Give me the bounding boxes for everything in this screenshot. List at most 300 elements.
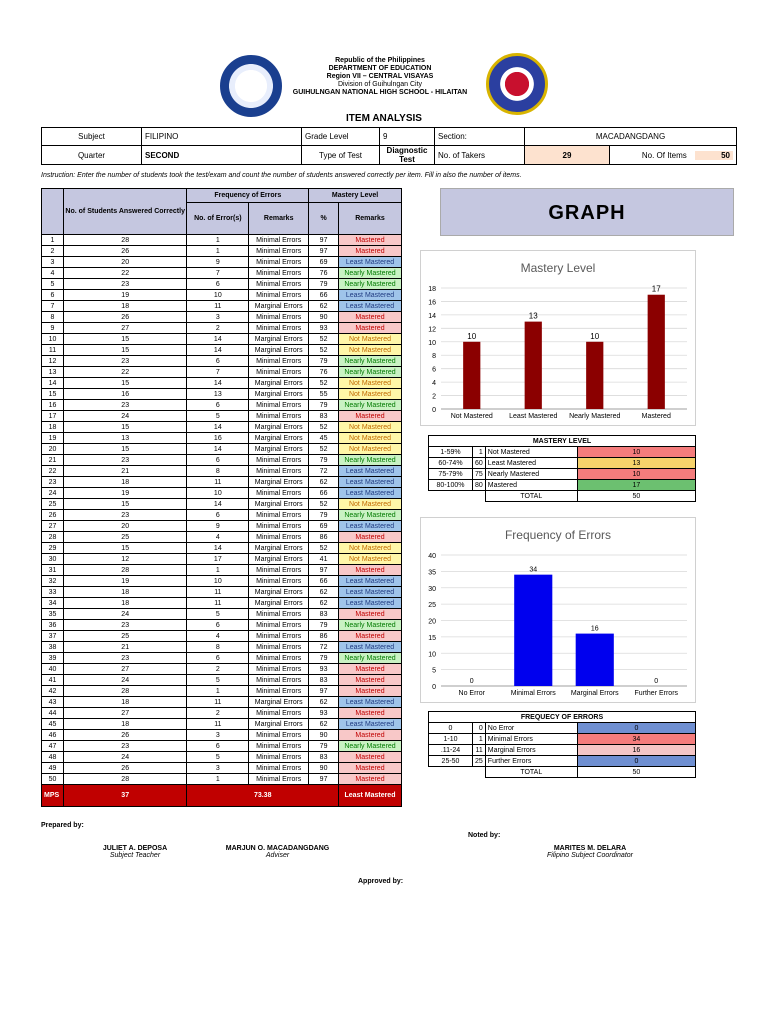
col-answered: No. of Students Answered Correctly (63, 189, 186, 235)
errors-cell: 11 (187, 587, 249, 598)
y-tick-label: 14 (428, 312, 436, 320)
header-line: GUIHULNGAN NATIONAL HIGH SCHOOL - HILAITAN (292, 89, 468, 96)
mps-pct: 73.38 (187, 785, 339, 807)
error-remark-cell: Minimal Errors (249, 642, 309, 653)
answered-cell: 27 (63, 664, 186, 675)
signatory-1 (90, 845, 180, 859)
errors-cell: 10 (187, 488, 249, 499)
table-row (42, 763, 402, 774)
errors-cell: 8 (187, 642, 249, 653)
y-tick-label: 30 (428, 585, 436, 593)
col-item (42, 189, 64, 235)
errors-cell: 6 (187, 620, 249, 631)
error-remark-cell: Marginal Errors (249, 345, 309, 356)
data-label: 10 (590, 331, 600, 341)
pct-cell: 69 (309, 257, 339, 268)
answered-cell: 24 (63, 675, 186, 686)
page-title: ITEM ANALYSIS (346, 113, 422, 124)
summary-range: 0 (429, 723, 473, 734)
item-number: 44 (42, 708, 64, 719)
error-remark-cell: Minimal Errors (249, 466, 309, 477)
error-remark-cell: Minimal Errors (249, 653, 309, 664)
summary-range: 80-100% (429, 480, 473, 491)
mastery-remark-cell: Least Mastered (339, 301, 402, 312)
summary-row (429, 447, 696, 458)
item-number: 30 (42, 554, 64, 565)
table-row (42, 400, 402, 411)
y-tick-label: 10 (428, 651, 436, 659)
y-tick-label: 35 (428, 569, 436, 577)
data-label: 0 (469, 678, 474, 685)
item-number: 1 (42, 235, 64, 246)
errors-cell: 11 (187, 719, 249, 730)
errors-cell: 2 (187, 664, 249, 675)
answered-cell: 28 (63, 565, 186, 576)
pct-cell: 52 (309, 422, 339, 433)
item-number: 26 (42, 510, 64, 521)
table-row (42, 290, 402, 301)
pct-cell: 83 (309, 609, 339, 620)
summary-count: 16 (577, 745, 695, 756)
errors-cell: 9 (187, 521, 249, 532)
quarter-value: SECOND (142, 146, 302, 165)
item-number: 15 (42, 389, 64, 400)
error-remark-cell: Minimal Errors (249, 576, 309, 587)
quarter-label: Quarter (42, 146, 142, 165)
errors-cell: 3 (187, 763, 249, 774)
errors-cell: 1 (187, 565, 249, 576)
answered-cell: 23 (63, 400, 186, 411)
pct-cell: 55 (309, 389, 339, 400)
subject-value: FILIPINO (142, 128, 302, 146)
answered-cell: 25 (63, 631, 186, 642)
table-row (42, 268, 402, 279)
summary-row (429, 756, 696, 767)
mastery-remark-cell: Mastered (339, 609, 402, 620)
item-number: 45 (42, 719, 64, 730)
pct-cell: 62 (309, 719, 339, 730)
table-row (42, 686, 402, 697)
errors-cell: 1 (187, 686, 249, 697)
signatory-1-name: JULIET A. DEPOSA (102, 845, 168, 852)
answered-cell: 23 (63, 279, 186, 290)
col-mastery-group: Mastery Level (309, 189, 402, 203)
answered-cell: 26 (63, 312, 186, 323)
items-label (610, 146, 737, 165)
item-analysis-table (41, 188, 402, 807)
item-number: 49 (42, 763, 64, 774)
mastery-remark-cell: Least Mastered (339, 257, 402, 268)
summary-count: 13 (577, 458, 695, 469)
mastery-remark-cell: Least Mastered (339, 598, 402, 609)
subject-label: Subject (42, 128, 142, 146)
table-row (42, 257, 402, 268)
y-tick-label: 18 (428, 286, 436, 293)
item-number: 22 (42, 466, 64, 477)
y-tick-label: 25 (428, 602, 436, 610)
pct-cell: 86 (309, 631, 339, 642)
table-row (42, 631, 402, 642)
section-value: MACADANGDANG (525, 128, 737, 146)
mastery-remark-cell: Nearly Mastered (339, 279, 402, 290)
mastery-remark-cell: Mastered (339, 730, 402, 741)
item-number: 4 (42, 268, 64, 279)
col-freq-group: Frequency of Errors (187, 189, 309, 203)
mps-row (42, 785, 402, 807)
summary-total: 50 (577, 767, 695, 778)
item-number: 48 (42, 752, 64, 763)
mastery-remark-cell: Nearly Mastered (339, 268, 402, 279)
item-number: 29 (42, 543, 64, 554)
col-remarks: Remarks (249, 203, 309, 235)
item-number: 43 (42, 697, 64, 708)
errors-cell: 1 (187, 235, 249, 246)
error-remark-cell: Minimal Errors (249, 565, 309, 576)
item-number: 38 (42, 642, 64, 653)
table-row (42, 609, 402, 620)
errors-cell: 4 (187, 532, 249, 543)
mastery-remark-cell: Mastered (339, 708, 402, 719)
mastery-remark-cell: Mastered (339, 675, 402, 686)
errors-cell: 13 (187, 389, 249, 400)
mastery-summary-table (428, 435, 696, 502)
errors-cell: 6 (187, 279, 249, 290)
summary-threshold: 1 (473, 447, 486, 458)
table-row (42, 554, 402, 565)
errors-cell: 4 (187, 631, 249, 642)
item-number: 19 (42, 433, 64, 444)
errors-cell: 5 (187, 411, 249, 422)
error-remark-cell: Minimal Errors (249, 488, 309, 499)
pct-cell: 62 (309, 697, 339, 708)
error-remark-cell: Minimal Errors (249, 455, 309, 466)
summary-count: 0 (577, 756, 695, 767)
error-remark-cell: Marginal Errors (249, 543, 309, 554)
item-number: 46 (42, 730, 64, 741)
answered-cell: 20 (63, 521, 186, 532)
mastery-remark-cell: Nearly Mastered (339, 653, 402, 664)
summary-range: 60-74% (429, 458, 473, 469)
summary-blank (429, 491, 486, 502)
summary-label: Mastered (485, 480, 577, 491)
summary-threshold: 80 (473, 480, 486, 491)
summary-total-label: TOTAL (485, 767, 577, 778)
error-remark-cell: Marginal Errors (249, 587, 309, 598)
item-number: 6 (42, 290, 64, 301)
error-remark-cell: Minimal Errors (249, 609, 309, 620)
table-row (42, 598, 402, 609)
item-number: 11 (42, 345, 64, 356)
errors-cell: 5 (187, 609, 249, 620)
pct-cell: 66 (309, 576, 339, 587)
col-remarks2: Remarks (339, 203, 402, 235)
pct-cell: 79 (309, 356, 339, 367)
mastery-remark-cell: Least Mastered (339, 290, 402, 301)
mastery-chart-title: Mastery Level (520, 261, 596, 275)
mastery-remark-cell: Nearly Mastered (339, 356, 402, 367)
mastery-remark-cell: Mastered (339, 752, 402, 763)
mastery-chart-svg (421, 251, 697, 427)
bar (525, 322, 542, 409)
table-row (42, 477, 402, 488)
error-remark-cell: Minimal Errors (249, 532, 309, 543)
data-label: 34 (529, 566, 538, 574)
answered-cell: 19 (63, 576, 186, 587)
pct-cell: 62 (309, 587, 339, 598)
pct-cell: 83 (309, 675, 339, 686)
answered-cell: 18 (63, 697, 186, 708)
answered-cell: 23 (63, 653, 186, 664)
pct-cell: 62 (309, 301, 339, 312)
info-table (41, 127, 737, 165)
error-remark-cell: Marginal Errors (249, 477, 309, 488)
answered-cell: 21 (63, 642, 186, 653)
pct-cell: 83 (309, 752, 339, 763)
pct-cell: 97 (309, 774, 339, 785)
summary-range: 1-59% (429, 447, 473, 458)
item-number: 3 (42, 257, 64, 268)
pct-cell: 79 (309, 741, 339, 752)
answered-cell: 22 (63, 367, 186, 378)
answered-cell: 27 (63, 323, 186, 334)
table-row (42, 444, 402, 455)
mastery-remark-cell: Nearly Mastered (339, 367, 402, 378)
answered-cell: 13 (63, 433, 186, 444)
answered-cell: 15 (63, 543, 186, 554)
item-number: 16 (42, 400, 64, 411)
x-tick-label: Marginal Errors (570, 690, 619, 697)
pct-cell: 76 (309, 367, 339, 378)
errors-cell: 5 (187, 675, 249, 686)
answered-cell: 16 (63, 389, 186, 400)
error-remark-cell: Minimal Errors (249, 323, 309, 334)
errors-cell: 6 (187, 400, 249, 411)
y-tick-label: 6 (432, 366, 436, 374)
summary-title: FREQUECY OF ERRORS (429, 712, 696, 723)
mastery-remark-cell: Nearly Mastered (339, 400, 402, 411)
school-seal (486, 53, 548, 115)
data-label: 13 (528, 311, 538, 321)
signatory-2-name: MARJUN O. MACADANGDANG (225, 845, 330, 852)
error-remark-cell: Marginal Errors (249, 697, 309, 708)
pct-cell: 52 (309, 345, 339, 356)
mastery-chart (420, 250, 696, 426)
item-number: 8 (42, 312, 64, 323)
pct-cell: 52 (309, 543, 339, 554)
answered-cell: 24 (63, 752, 186, 763)
error-remark-cell: Marginal Errors (249, 389, 309, 400)
table-row (42, 697, 402, 708)
pct-cell: 97 (309, 686, 339, 697)
summary-threshold: 60 (473, 458, 486, 469)
item-number: 34 (42, 598, 64, 609)
items-label-text: No. Of Items (641, 150, 687, 160)
bar (648, 295, 665, 409)
pct-cell: 79 (309, 510, 339, 521)
error-remark-cell: Minimal Errors (249, 367, 309, 378)
error-remark-cell: Minimal Errors (249, 235, 309, 246)
summary-label: Not Mastered (485, 447, 577, 458)
x-tick-label: Least Mastered (509, 413, 558, 420)
summary-row (429, 734, 696, 745)
summary-count: 0 (577, 723, 695, 734)
answered-cell: 23 (63, 510, 186, 521)
mastery-remark-cell: Not Mastered (339, 543, 402, 554)
table-row (42, 576, 402, 587)
mastery-remark-cell: Nearly Mastered (339, 510, 402, 521)
answered-cell: 26 (63, 763, 186, 774)
mps-remark: Least Mastered (339, 785, 402, 807)
item-number: 25 (42, 499, 64, 510)
mastery-remark-cell: Mastered (339, 312, 402, 323)
item-number: 17 (42, 411, 64, 422)
item-number: 20 (42, 444, 64, 455)
summary-threshold: 11 (473, 745, 486, 756)
table-row (42, 301, 402, 312)
table-row (42, 389, 402, 400)
item-number: 18 (42, 422, 64, 433)
bar (514, 575, 552, 686)
errors-cell: 14 (187, 334, 249, 345)
errors-chart (420, 517, 696, 703)
col-pct: % (309, 203, 339, 235)
pct-cell: 52 (309, 499, 339, 510)
pct-cell: 93 (309, 708, 339, 719)
pct-cell: 66 (309, 488, 339, 499)
error-remark-cell: Marginal Errors (249, 334, 309, 345)
pct-cell: 79 (309, 653, 339, 664)
answered-cell: 15 (63, 378, 186, 389)
item-number: 36 (42, 620, 64, 631)
table-row (42, 345, 402, 356)
table-row (42, 378, 402, 389)
errors-cell: 11 (187, 697, 249, 708)
item-number: 5 (42, 279, 64, 290)
mastery-remark-cell: Not Mastered (339, 345, 402, 356)
answered-cell: 28 (63, 686, 186, 697)
pct-cell: 45 (309, 433, 339, 444)
summary-threshold: 75 (473, 469, 486, 480)
item-number: 41 (42, 675, 64, 686)
data-label: 0 (654, 678, 659, 685)
pct-cell: 52 (309, 378, 339, 389)
mastery-remark-cell: Mastered (339, 565, 402, 576)
summary-label: Further Errors (485, 756, 577, 767)
mastery-remark-cell: Nearly Mastered (339, 620, 402, 631)
item-number: 21 (42, 455, 64, 466)
item-number: 32 (42, 576, 64, 587)
pct-cell: 93 (309, 664, 339, 675)
pct-cell: 90 (309, 730, 339, 741)
error-remark-cell: Minimal Errors (249, 356, 309, 367)
answered-cell: 24 (63, 609, 186, 620)
graph-banner: GRAPH (440, 188, 734, 236)
answered-cell: 19 (63, 488, 186, 499)
mastery-remark-cell: Not Mastered (339, 389, 402, 400)
errors-cell: 2 (187, 708, 249, 719)
error-remark-cell: Minimal Errors (249, 774, 309, 785)
x-tick-label: No Error (458, 690, 485, 697)
mastery-remark-cell: Not Mastered (339, 433, 402, 444)
table-row (42, 433, 402, 444)
summary-label: Minimal Errors (485, 734, 577, 745)
errors-cell: 10 (187, 576, 249, 587)
errors-cell: 1 (187, 246, 249, 257)
mastery-remark-cell: Least Mastered (339, 697, 402, 708)
table-row (42, 642, 402, 653)
mastery-remark-cell: Least Mastered (339, 466, 402, 477)
item-number: 28 (42, 532, 64, 543)
pct-cell: 66 (309, 290, 339, 301)
answered-cell: 18 (63, 301, 186, 312)
item-number: 47 (42, 741, 64, 752)
mastery-remark-cell: Mastered (339, 411, 402, 422)
instruction-text: Instruction: Enter the number of students took the test/exam and count the number of students answered correctly per item. Fill in also the number of items. (41, 172, 522, 179)
errors-chart-svg (421, 518, 697, 704)
pct-cell: 83 (309, 411, 339, 422)
grade-label: Grade Level (302, 128, 380, 146)
errors-cell: 3 (187, 312, 249, 323)
errors-cell: 6 (187, 455, 249, 466)
answered-cell: 23 (63, 455, 186, 466)
table-row (42, 323, 402, 334)
errors-cell: 14 (187, 345, 249, 356)
pct-cell: 90 (309, 312, 339, 323)
summary-label: Nearly Mastered (485, 469, 577, 480)
table-row (42, 730, 402, 741)
answered-cell: 20 (63, 257, 186, 268)
answered-cell: 15 (63, 499, 186, 510)
item-number: 10 (42, 334, 64, 345)
table-body (42, 235, 402, 785)
pct-cell: 79 (309, 400, 339, 411)
error-remark-cell: Marginal Errors (249, 499, 309, 510)
item-number: 27 (42, 521, 64, 532)
y-tick-label: 0 (432, 684, 436, 691)
summary-title: MASTERY LEVEL (429, 436, 696, 447)
pct-cell: 93 (309, 323, 339, 334)
table-row (42, 334, 402, 345)
table-row (42, 532, 402, 543)
error-remark-cell: Minimal Errors (249, 510, 309, 521)
table-row (42, 312, 402, 323)
error-remark-cell: Marginal Errors (249, 433, 309, 444)
answered-cell: 23 (63, 620, 186, 631)
errors-cell: 11 (187, 477, 249, 488)
mastery-remark-cell: Mastered (339, 246, 402, 257)
mastery-remark-cell: Least Mastered (339, 719, 402, 730)
table-row (42, 279, 402, 290)
table-row (42, 499, 402, 510)
pct-cell: 97 (309, 246, 339, 257)
errors-cell: 7 (187, 268, 249, 279)
table-row (42, 587, 402, 598)
answered-cell: 12 (63, 554, 186, 565)
error-remark-cell: Minimal Errors (249, 763, 309, 774)
mps-value: 37 (63, 785, 186, 807)
pct-cell: 72 (309, 642, 339, 653)
y-tick-label: 12 (428, 326, 436, 334)
error-remark-cell: Minimal Errors (249, 411, 309, 422)
error-remark-cell: Marginal Errors (249, 444, 309, 455)
summary-row (429, 480, 696, 491)
item-number: 37 (42, 631, 64, 642)
type-value: Diagnostic Test (380, 146, 435, 165)
summary-row (429, 458, 696, 469)
y-tick-label: 0 (432, 407, 436, 414)
error-remark-cell: Minimal Errors (249, 312, 309, 323)
table-row (42, 367, 402, 378)
